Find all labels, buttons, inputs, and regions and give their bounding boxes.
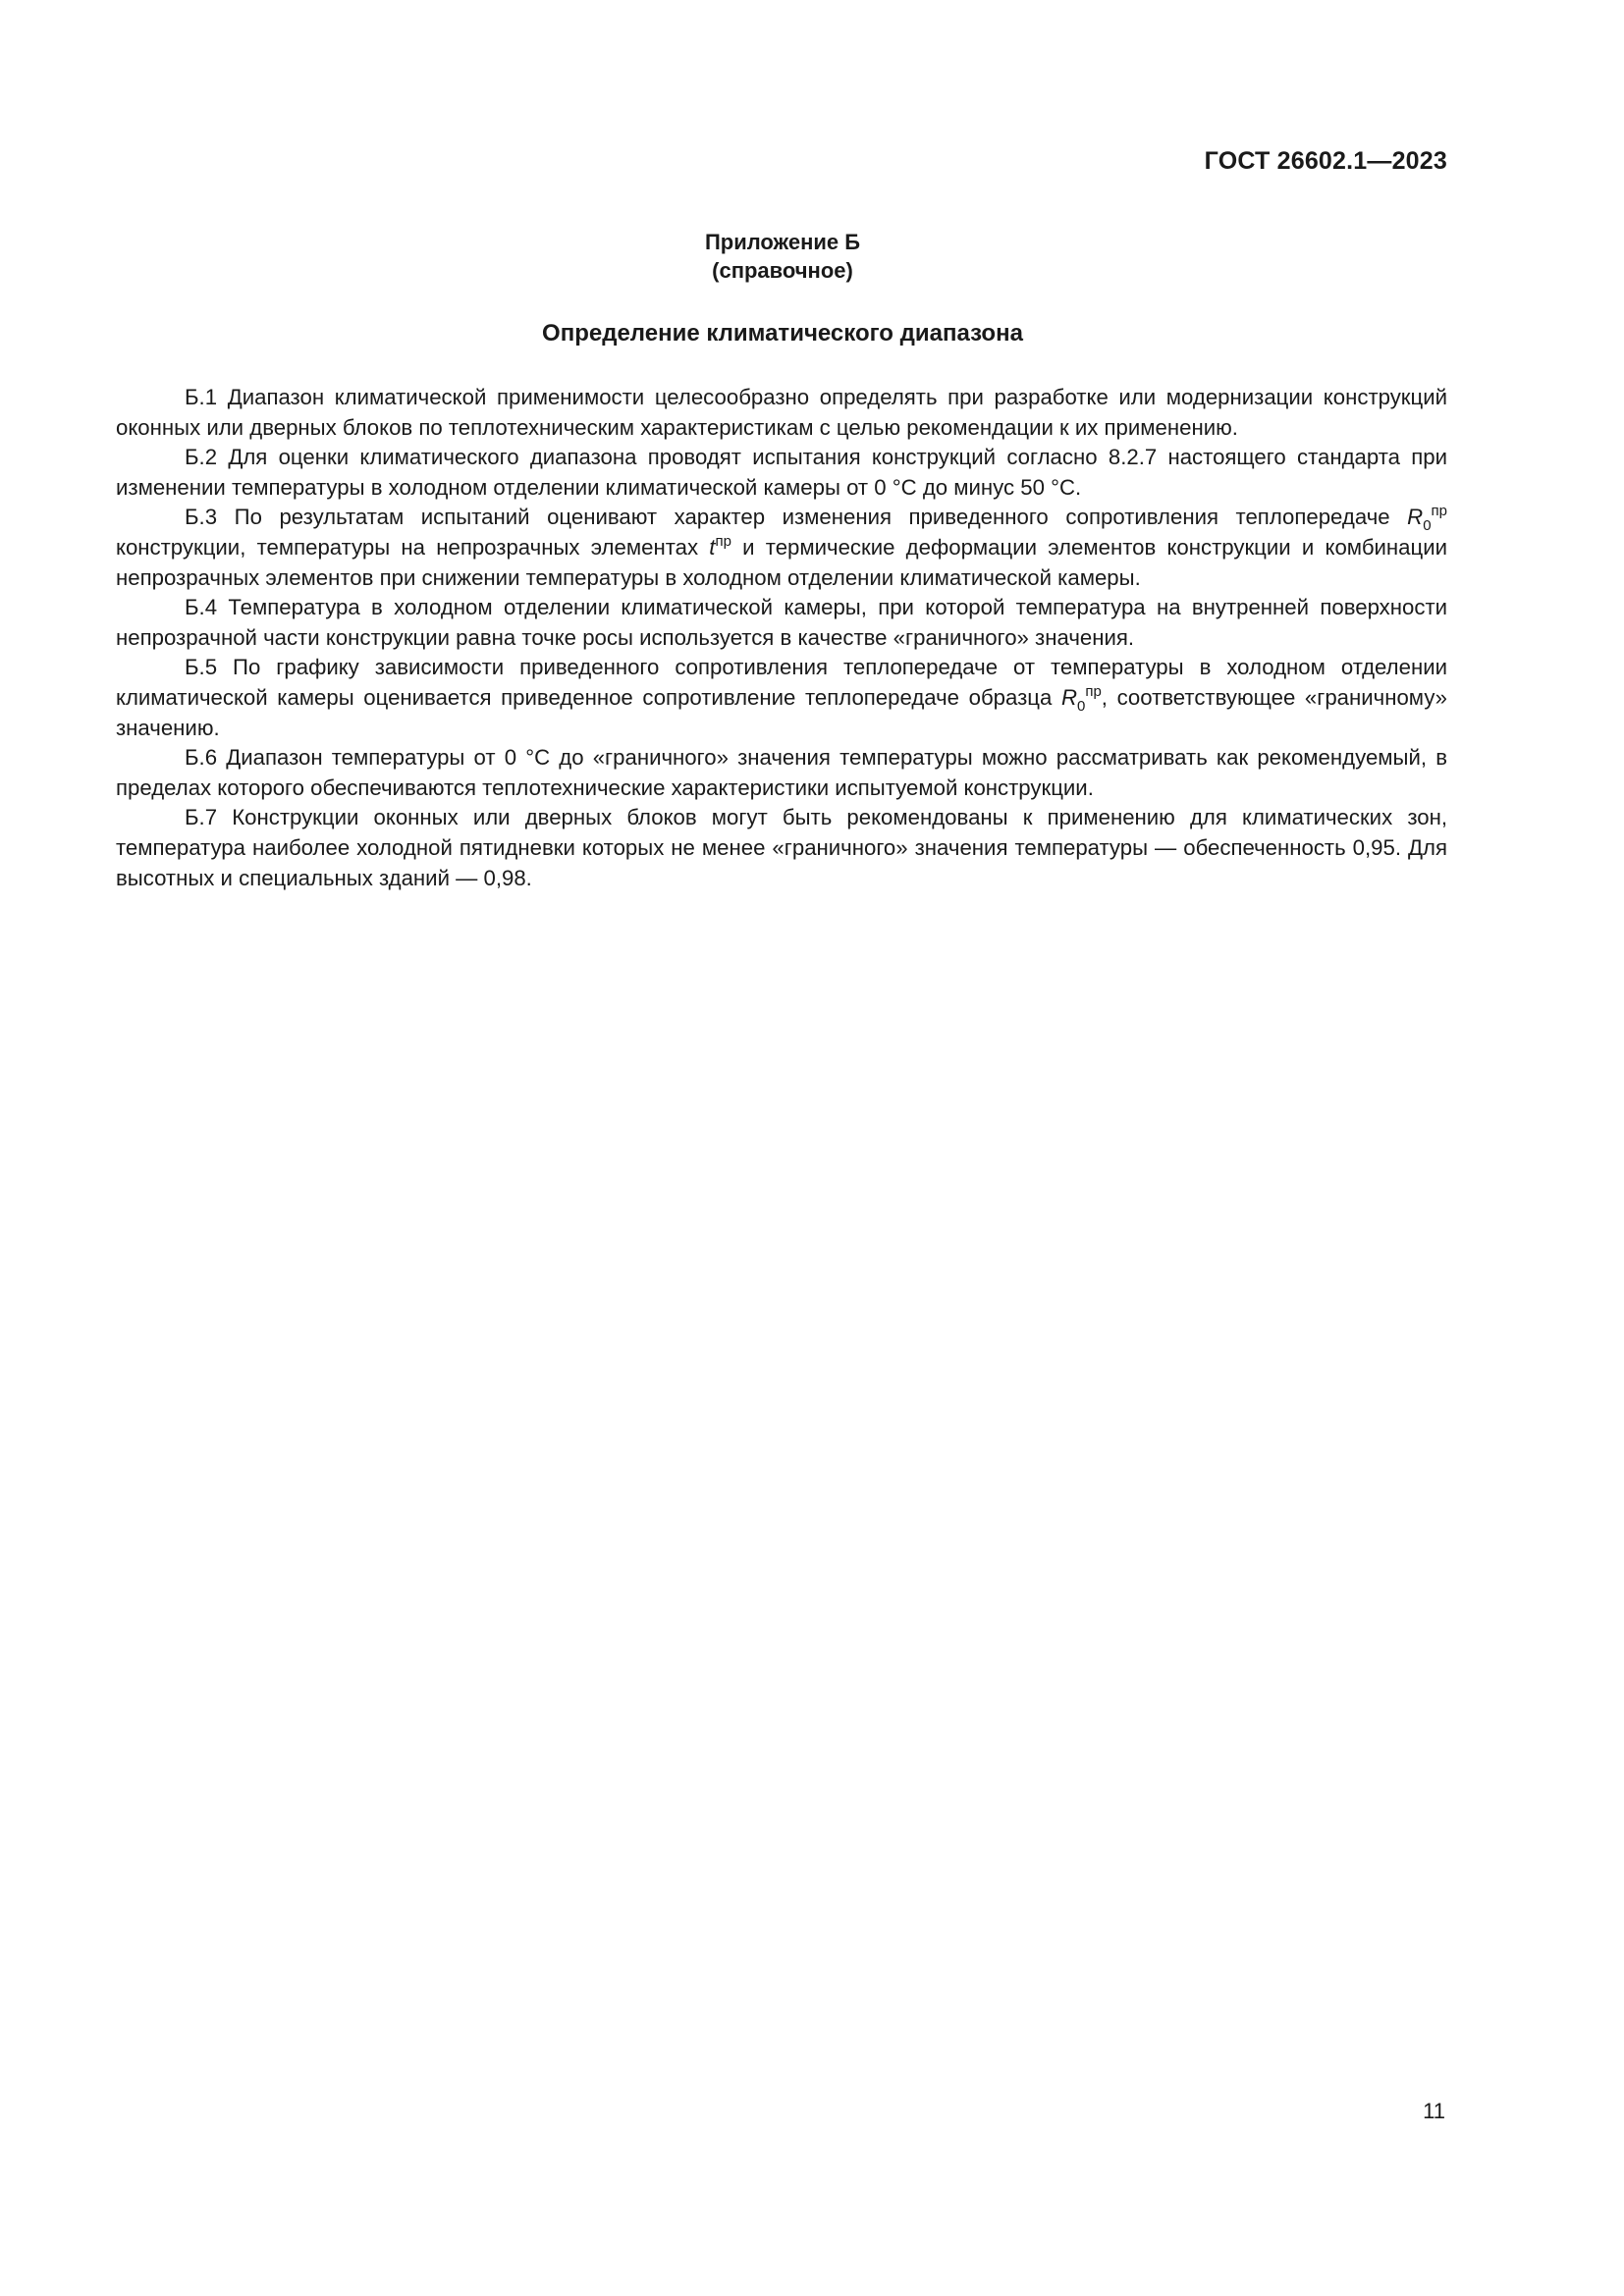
paragraph-b5-text-1: Б.5 По графику зависимости приведенного сопротивления теплопередаче от температуры в холодном отделении климатической камеры оценивается приведенное сопротивление теплопередаче образца: [116, 655, 1447, 710]
section-title: Определение климатического диапазона: [542, 320, 1023, 347]
paragraph-b2: Б.2 Для оценки климатического диапазона проводят испытания конструкций согласно 8.2.7 настоящего стандарта при изменении температуры в холодном отделении климатической камеры от 0 °С до минус 50 °С.: [116, 445, 1447, 500]
paragraph-b3: [116, 503, 1447, 593]
paragraph-b6: Б.6 Диапазон температуры от 0 °С до «граничного» значения температуры можно рассматривать как рекомендуемый, в пределах которого обеспечиваются теплотехнические характеристики испытуемой конструкции.: [116, 745, 1447, 800]
document-body: [116, 383, 1447, 893]
temperature-symbol: t: [709, 534, 716, 560]
resistance-symbol: R: [1060, 684, 1077, 710]
paragraph-b5: [116, 653, 1447, 743]
temperature-superscript: пр: [715, 532, 731, 550]
resistance-subscript: 0: [1076, 697, 1086, 715]
resistance-superscript: пр: [1085, 682, 1102, 700]
paragraph-b4: Б.4 Температура в холодном отделении климатической камеры, при которой температура на внутренней поверхности непрозрачной части конструкции равна точке росы используется в качестве «граничного» значения.: [116, 595, 1447, 650]
appendix-kind: (справочное): [712, 258, 853, 283]
paragraph-b5-text-2: , соответствующее «граничному» значению.: [116, 684, 1447, 740]
resistance-symbol: R: [1407, 505, 1424, 530]
paragraph-b3-text-1: Б.3 По результатам испытаний оценивают характер изменения приведенного сопротивления теплопередаче: [185, 505, 1408, 530]
page-number: 11: [1423, 2099, 1445, 2123]
paragraph-b3-text-3: и термические деформации элементов конструкции и комбинации непрозрачных элементов при снижении температуры в холодном отделении климатической камеры.: [116, 534, 1448, 590]
document-code: ГОСТ 26602.1—2023: [1204, 147, 1447, 175]
paragraph-b3-text-2: конструкции, температуры на непрозрачных элементах: [116, 534, 710, 560]
appendix-heading: [0, 228, 1565, 285]
paragraph-b1: Б.1 Диапазон климатической применимости целесообразно определять при разработке или модернизации конструкций оконных или дверных блоков по теплотехническим характеристикам с целью рекомендации к их применению.: [116, 385, 1447, 440]
resistance-subscript: 0: [1423, 517, 1432, 535]
appendix-title: Приложение Б: [704, 230, 861, 254]
resistance-superscript: пр: [1431, 503, 1447, 520]
paragraph-b7: Б.7 Конструкции оконных или дверных блоков могут быть рекомендованы к применению для климатических зон, температура наиболее холодной пятидневки которых не менее «граничного» значения температуры — обеспеченность 0,95. Для высотных и специальных зданий — 0,98.: [116, 805, 1447, 890]
